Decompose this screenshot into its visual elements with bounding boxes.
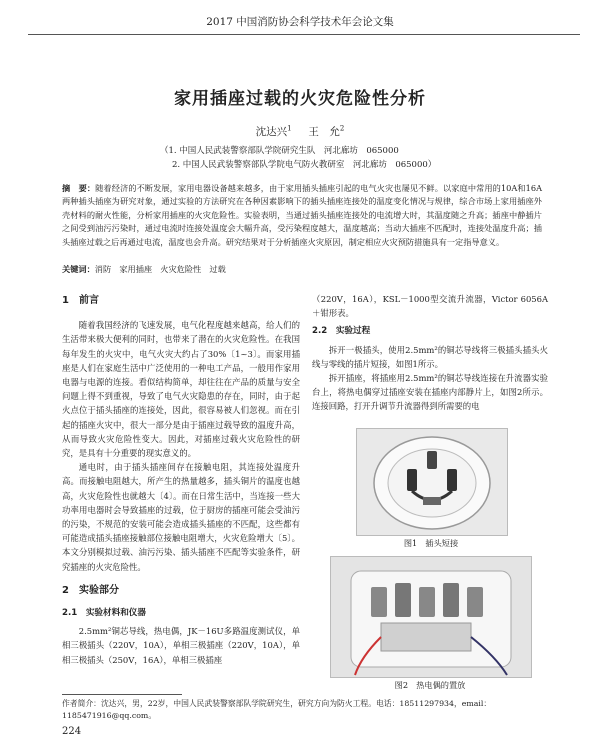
author-1: 沈达兴 — [255, 126, 288, 138]
thermocouple-setup-photo — [331, 557, 531, 677]
running-header: 2017 中国消防协会科学技术年会论文集 — [206, 16, 394, 28]
keywords — [62, 264, 542, 275]
section-2-2-paragraph-2: 拆开插座，将插座用2.5mm²的铜芯导线连接在升流器实验台上，将热电偶穿过插座安装在插座内部静片上，如图2所示。连接回路，打开升调节升流器得到所需要的电 — [312, 373, 548, 412]
section-1-heading: 1 前言 — [62, 295, 99, 306]
affiliation-2: 2. 中国人民武装警察部队学院电气防火教研室 河北廊坊 065000） — [172, 160, 437, 170]
section-1-paragraph-2: 通电时，由于插头插座间存在接触电阻，其连接处温度升高。而接触电阻越大，所产生的热量越多，插头铜片的温度也越高，火灾危险性也就越大〔4〕。而在日常生活中，当连接一些大功率用电器时会导致插座的过载，位于厨房的插座可能会受油污的污染，不规范的安装可能会造成插头插座的不匹配，这些都有可能造成插头插座接触部位接触电阻增大，火灾危险增大〔5〕。本文分别模拟过载、油污污染、插头插座不匹配等实验条件，研究插座的火灾危险性。 — [62, 462, 300, 572]
figure-2-caption: 图2 热电偶的置放 — [394, 680, 466, 690]
figure-2-image — [330, 556, 532, 678]
paper-title: 家用插座过载的火灾危险性分析 — [174, 89, 426, 109]
section-2-2-paragraph-1: 拆开一极插头，使用2.5mm²的铜芯导线将三极插头插头火线与零线的插片短接，如图1所示。 — [312, 344, 548, 369]
abstract — [62, 182, 542, 249]
author-2: 王 允 — [308, 126, 340, 138]
author-footnote: 作者简介：沈达兴，男，22岁，中国人民武装警察部队学院研究生，研究方向为防火工程。电话：18511297934，email：1185471916@qq.com。 — [62, 699, 492, 720]
abstract-label: 摘 要： — [62, 183, 96, 193]
section-2-1-continuation: （220V，16A），KSL－1000型交流升流器，Victor 6056A＋钳形表。 — [312, 294, 548, 319]
page-number: 224 — [62, 726, 82, 737]
footnote-rule — [62, 694, 182, 695]
section-1-paragraph-1: 随着我国经济的飞速发展，电气化程度越来越高，给人们的生活带来极大便利的同时，也带来了潜在的火灾危险性。在我国每年发生的火灾中，电气火灾大约占了30%〔1~3〕。而家用插座是人们在家庭生活中广泛使用的一种电工产品，一般用作家用电器与电源的连接。看似结构简单，却往往在产品的质量与安全问题上得不到重视，导致了电气火灾隐患的存在，同时，由于起火点位于插头插座的连接处，因此，很容易被人们忽视。而在引起的插座火灾中，很大一部分是由于插座过载导致的温度升高，从而导致火灾危险性变大。因此，对插座过载火灾危险性的研究，是具有十分重要的现实意义的。 — [62, 320, 300, 459]
left-column — [62, 292, 300, 667]
abstract-text: 随着经济的不断发展，家用电器设备越来越多，由于家用插头插座引起的电气火灾也屡见不鲜。以家庭中常用的10A和16A两种插头插座为研究对象，通过实验的方法研究在各种因素影响下的插头插座连接处的温度变化情况与规律，综合市场上家用插座外壳材料的耐火性能，分析家用插座的火灾危险性。实验表明，当通过插头插座连接处的电流增大时，其温度随之升高；插座中静插片之间受到油污污染时，通过电流时连接处温度会大幅升高，受污染程度越大，温度越高；当动大插座不匹配时，连接处温度升高；插头插座过载之后再通过电流，温度也会升高。研究结果对于分析插座火灾原因，制定相应火灾预防措施具有一定指导意义。 — [62, 183, 542, 247]
figure-1-caption: 图1 插头短接 — [403, 538, 459, 548]
header-rule — [28, 34, 580, 35]
keywords-text: 消防 家用插座 火灾危险性 过载 — [94, 264, 226, 274]
affiliation-1: （1. 中国人民武装警察部队学院研究生队 河北廊坊 065000 — [160, 146, 399, 156]
author-2-sup: 2 — [339, 124, 345, 133]
figure-1-image — [356, 428, 508, 536]
section-2-2-heading: 2.2 实验过程 — [312, 326, 371, 337]
right-column — [312, 292, 548, 414]
section-2-1-paragraph: 2.5mm²铜芯导线，热电偶，JK－16U多路温度测试仪，单相三极插头（220V，10A），单相三极插座（220V，10A），单相三极插头（250V，16A），单相三极插座 — [62, 626, 300, 665]
section-2-1-heading: 2.1 实验材料和仪器 — [62, 608, 146, 619]
author-1-sup: 1 — [287, 124, 292, 133]
keywords-label: 关键词： — [62, 264, 95, 274]
section-2-heading: 2 实验部分 — [62, 584, 119, 596]
author-line — [0, 124, 600, 139]
shorted-plug-photo — [357, 429, 507, 535]
